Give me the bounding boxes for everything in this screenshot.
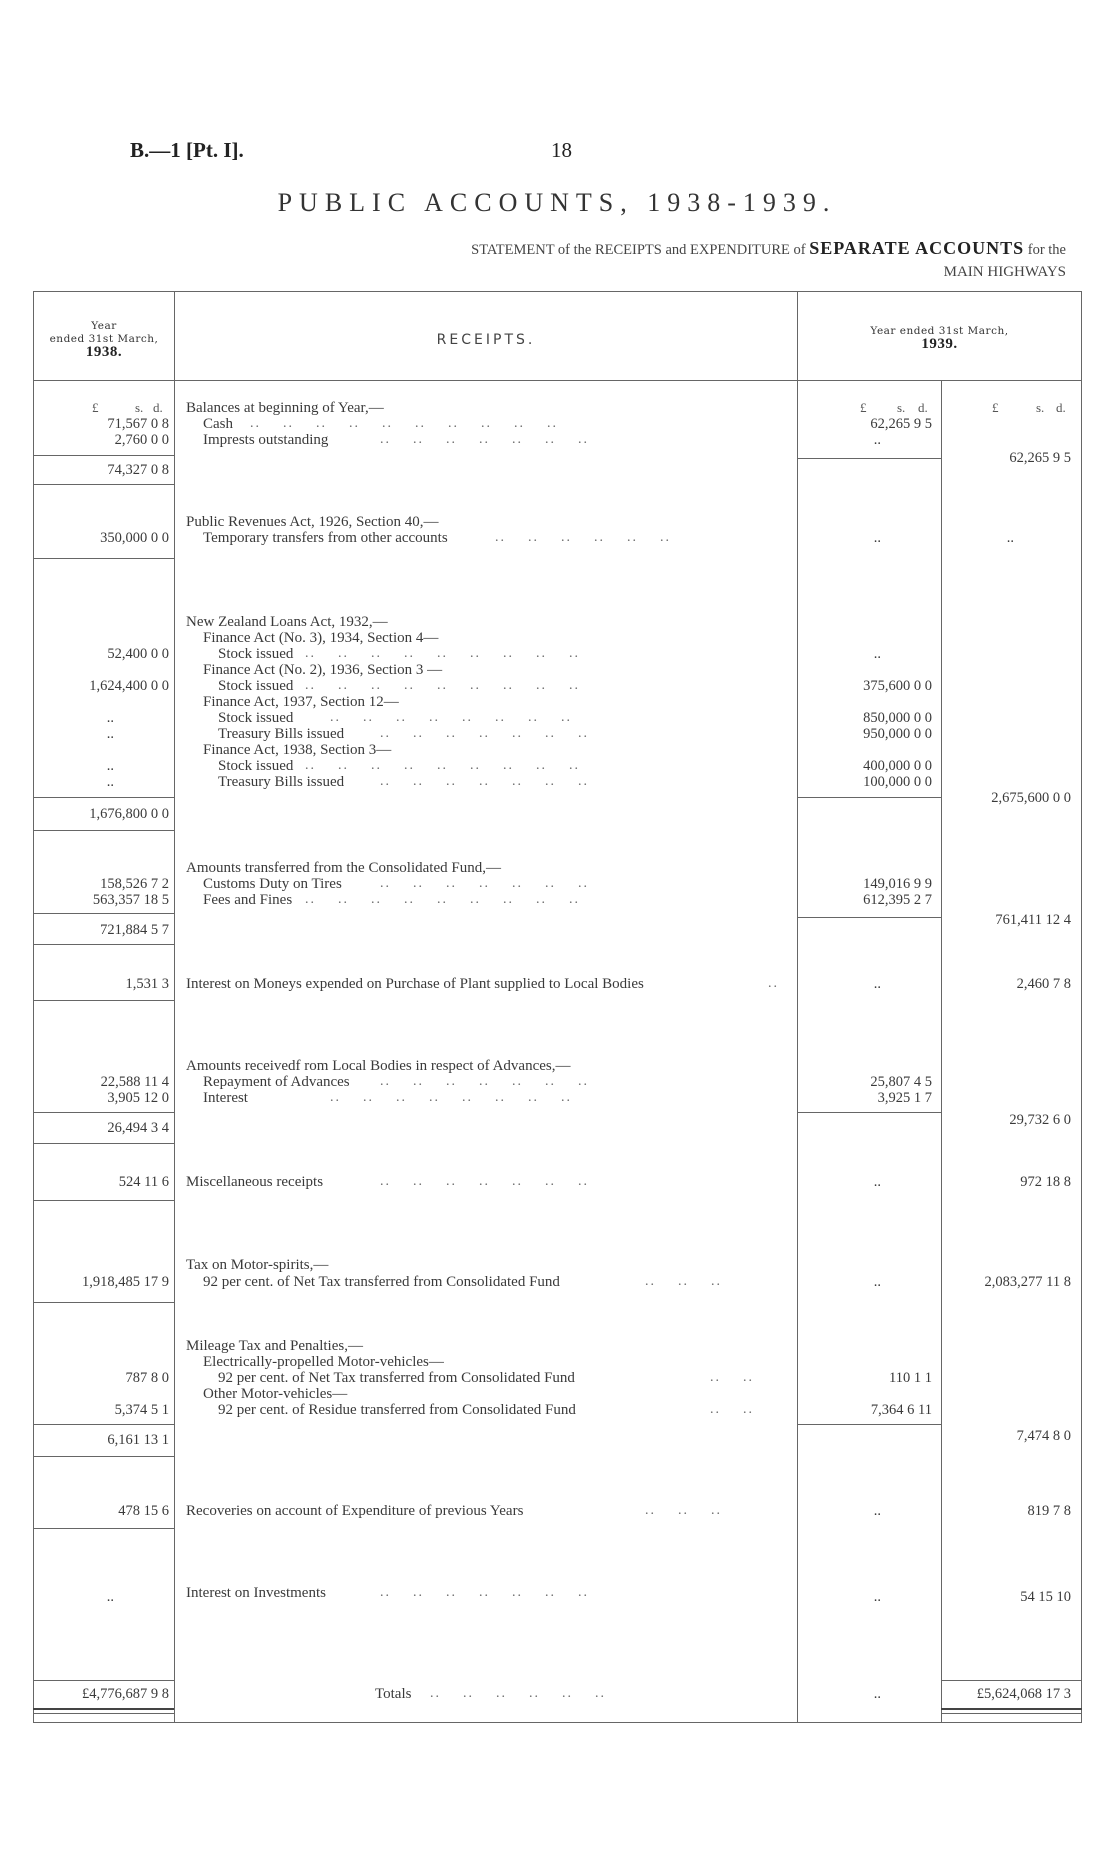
investments-label: Interest on Investments — [186, 1585, 326, 1601]
loans-sub2: Finance Act (No. 2), 1936, Section 3 — — [203, 662, 443, 678]
prev-loans-sub3-stock: .. — [106, 710, 114, 726]
prev-balances-total: 74,327 0 8 — [107, 462, 169, 478]
prev-loans-sub3-bills: .. — [106, 726, 114, 742]
curr-loans-sub3-bills: 950,000 0 0 — [863, 726, 932, 742]
leader-dots: .. — [768, 976, 779, 991]
motor-spirits-item: 92 per cent. of Net Tax transferred from Consolidated Fund — [203, 1274, 560, 1290]
curr-investments-item: .. — [873, 1589, 881, 1605]
leader-dots: .. .. — [710, 1402, 754, 1417]
prev-totals: £4,776,687 9 8 — [82, 1686, 169, 1702]
totals-top-rule — [33, 1680, 174, 1681]
mileage-sub2: Other Motor-vehicles— — [203, 1386, 348, 1402]
loans-heading: New Zealand Loans Act, 1932,— — [186, 614, 388, 630]
curr-loans-sub4-stock: 400,000 0 0 — [863, 758, 932, 774]
leader-dots: .. .. .. .. .. .. .. .. .. — [305, 646, 580, 661]
mileage-sub2-item: 92 per cent. of Residue transferred from Consolidated Fund — [218, 1402, 576, 1418]
interest-plant-label: Interest on Moneys expended on Purchase of Plant supplied to Local Bodies — [186, 976, 644, 992]
prev-misc: 524 11 6 — [118, 1174, 169, 1190]
leader-dots: .. .. .. .. .. .. .. — [380, 1585, 589, 1600]
totals-top-rule — [941, 1680, 1082, 1681]
curr-year-header — [798, 325, 1081, 352]
leader-dots: .. .. .. .. .. .. — [495, 530, 671, 545]
prev-mileage-sub2: 5,374 5 1 — [114, 1402, 169, 1418]
curr-mileage-sub1: 110 1 1 — [889, 1370, 932, 1386]
advances-interest-label: Interest — [203, 1090, 248, 1106]
table-top-rule — [33, 291, 1082, 292]
curr-loans-sub3-stock: 850,000 0 0 — [863, 710, 932, 726]
curr-balances-imprests: .. — [873, 432, 881, 448]
statement-prefix: STATEMENT of the RECEIPTS and EXPENDITURE of — [471, 242, 806, 258]
subtotal-rule — [798, 797, 941, 798]
section-rule — [33, 484, 174, 485]
curr-consolidated-customs: 149,016 9 9 — [863, 876, 932, 892]
subtotal-rule — [33, 797, 174, 798]
prev-loans-total: 1,676,800 0 0 — [89, 806, 169, 822]
total-d-unit: d. — [1056, 400, 1066, 415]
curr-year-line1: Year ended 31st March, — [870, 325, 1009, 337]
column-divider — [941, 380, 942, 1723]
curr-advances-total: 29,732 6 0 — [1009, 1112, 1071, 1128]
loans-sub2-stock: Stock issued — [218, 678, 294, 694]
table-right-border — [1081, 291, 1082, 1723]
prev-advances-interest: 3,905 12 0 — [107, 1090, 169, 1106]
leader-dots: .. .. — [710, 1370, 754, 1385]
curr-pound-unit: £ — [860, 400, 867, 415]
curr-motor-spirits-total: 2,083,277 11 8 — [984, 1274, 1071, 1290]
leader-dots: .. .. .. .. .. .. .. .. .. — [305, 892, 580, 907]
receipts-header: RECEIPTS. — [436, 332, 536, 348]
prev-loans-sub4-bills: .. — [106, 774, 114, 790]
prev-mileage-total: 6,161 13 1 — [107, 1432, 169, 1448]
statement-emphasis: SEPARATE ACCOUNTS — [809, 238, 1025, 258]
column-divider — [797, 291, 798, 1723]
curr-loans-sub1: .. — [873, 646, 881, 662]
prev-public-revenues: 350,000 0 0 — [100, 530, 169, 546]
mileage-sub1-item: 92 per cent. of Net Tax transferred from Consolidated Fund — [218, 1370, 575, 1386]
prev-motor-spirits: 1,918,485 17 9 — [82, 1274, 169, 1290]
curr-misc-total: 972 18 8 — [1020, 1174, 1071, 1190]
curr-loans-sub2: 375,600 0 0 — [863, 678, 932, 694]
prev-loans-sub2: 1,624,400 0 0 — [89, 678, 169, 694]
curr-mileage-total: 7,474 8 0 — [1016, 1428, 1071, 1444]
section-rule — [33, 1000, 174, 1001]
leader-dots: .. .. .. .. .. .. .. .. .. .. — [250, 416, 558, 431]
curr-public-revenues-total: .. — [1006, 530, 1014, 546]
leader-dots: .. .. .. — [645, 1503, 722, 1518]
prev-year-header — [34, 320, 174, 360]
leader-dots: .. .. .. .. .. .. .. .. .. — [305, 758, 580, 773]
curr-balances-total: 62,265 9 5 — [1009, 450, 1071, 466]
loans-sub1: Finance Act (No. 3), 1934, Section 4— — [203, 630, 439, 646]
balances-heading: Balances at beginning of Year,— — [186, 400, 384, 416]
prev-s-unit: s. — [135, 400, 144, 415]
curr-motor-spirits-item: .. — [873, 1274, 881, 1290]
total-s-unit: s. — [1036, 400, 1045, 415]
table-left-border — [33, 291, 34, 1723]
curr-mileage-sub2: 7,364 6 11 — [870, 1402, 932, 1418]
leader-dots: .. .. .. .. .. .. .. — [380, 726, 589, 741]
leader-dots: .. .. .. .. .. .. .. .. — [330, 710, 572, 725]
loans-sub3: Finance Act, 1937, Section 12— — [203, 694, 399, 710]
section-rule — [33, 1456, 174, 1457]
table-bottom-rule — [33, 1722, 1082, 1723]
advances-heading: Amounts receivedf rom Local Bodies in respect of Advances,— — [186, 1058, 571, 1074]
prev-balances-cash: 71,567 0 8 — [107, 416, 169, 432]
loans-sub4-bills: Treasury Bills issued — [218, 774, 345, 790]
curr-public-revenues-item: .. — [873, 530, 881, 546]
consolidated-fees-label: Fees and Fines — [203, 892, 293, 908]
curr-year-line2: 1939. — [921, 336, 958, 352]
leader-dots: .. .. .. .. .. .. .. — [380, 876, 589, 891]
advances-repayment-label: Repayment of Advances — [203, 1074, 350, 1090]
mileage-sub1: Electrically-propelled Motor-vehicles— — [203, 1354, 444, 1370]
prev-year-line1: Year — [91, 320, 117, 332]
page-title: PUBLIC ACCOUNTS, 1938-1939. — [277, 188, 837, 217]
leader-dots: .. .. .. .. .. .. .. — [380, 432, 589, 447]
prev-investments: .. — [106, 1589, 114, 1605]
leader-dots: .. .. .. .. .. .. .. .. — [330, 1090, 572, 1105]
balances-cash-label: Cash — [203, 416, 233, 432]
curr-advances-repayment: 25,807 4 5 — [870, 1074, 932, 1090]
prev-year-line3: 1938. — [85, 344, 123, 360]
recoveries-label: Recoveries on account of Expenditure of previous Years — [186, 1503, 524, 1519]
curr-advances-interest: 3,925 1 7 — [877, 1090, 932, 1106]
totals-double-rule — [941, 1713, 1082, 1714]
curr-loans-sub4-bills: 100,000 0 0 — [863, 774, 932, 790]
subtotal-rule — [798, 1424, 941, 1425]
section-rule — [33, 830, 174, 831]
totals-double-rule — [33, 1708, 174, 1710]
subtotal-rule — [33, 1424, 174, 1425]
public-revenues-item: Temporary transfers from other accounts — [203, 530, 448, 546]
prev-loans-sub4-stock: .. — [106, 758, 114, 774]
curr-consolidated-fees: 612,395 2 7 — [863, 892, 932, 908]
leader-dots: .. .. .. .. .. .. .. — [380, 774, 589, 789]
page-number: 18 — [551, 138, 572, 162]
section-rule — [33, 1302, 174, 1303]
mileage-heading: Mileage Tax and Penalties,— — [186, 1338, 363, 1354]
subtotal-rule — [33, 913, 174, 914]
subtotal-rule — [798, 1112, 941, 1113]
prev-consolidated-customs: 158,526 7 2 — [100, 876, 169, 892]
curr-s-unit: s. — [897, 400, 906, 415]
leader-dots: .. .. .. .. .. .. .. — [380, 1174, 589, 1189]
prev-mileage-sub1: 787 8 0 — [125, 1370, 169, 1386]
loans-sub4-stock: Stock issued — [218, 758, 294, 774]
totals-double-rule — [941, 1708, 1082, 1710]
prev-interest-plant: 1,531 3 — [125, 976, 169, 992]
public-revenues-heading: Public Revenues Act, 1926, Section 40,— — [186, 514, 439, 530]
curr-recoveries-item: .. — [873, 1503, 881, 1519]
curr-totals-item: .. — [873, 1686, 881, 1702]
section-rule — [33, 558, 174, 559]
subtotal-rule — [33, 1112, 174, 1113]
curr-investments-total: 54 15 10 — [1020, 1589, 1071, 1605]
prev-recoveries: 478 15 6 — [118, 1503, 169, 1519]
curr-recoveries-total: 819 7 8 — [1027, 1503, 1071, 1519]
prev-d-unit: d. — [153, 400, 163, 415]
curr-balances-cash: 62,265 9 5 — [870, 416, 932, 432]
document-reference: B.—1 [Pt. I]. — [130, 138, 244, 162]
motor-spirits-heading: Tax on Motor-spirits,— — [186, 1257, 329, 1273]
statement-heading — [471, 238, 1066, 259]
total-pound-unit: £ — [992, 400, 999, 415]
subtotal-rule — [798, 458, 941, 459]
prev-year-line2: ended 31st March, — [49, 333, 159, 345]
curr-d-unit: d. — [918, 400, 928, 415]
curr-loans-total: 2,675,600 0 0 — [991, 790, 1071, 806]
loans-sub1-stock: Stock issued — [218, 646, 294, 662]
prev-consolidated-total: 721,884 5 7 — [100, 922, 169, 938]
loans-sub3-bills: Treasury Bills issued — [218, 726, 345, 742]
subtotal-rule — [798, 917, 941, 918]
curr-totals-total: £5,624,068 17 3 — [976, 1686, 1071, 1702]
prev-advances-total: 26,494 3 4 — [107, 1120, 169, 1136]
misc-label: Miscellaneous receipts — [186, 1174, 324, 1190]
section-rule — [33, 1143, 174, 1144]
statement-subheading: MAIN HIGHWAYS — [943, 264, 1066, 280]
prev-consolidated-fees: 563,357 18 5 — [92, 892, 169, 908]
consolidated-customs-label: Customs Duty on Tires — [203, 876, 342, 892]
curr-misc-item: .. — [873, 1174, 881, 1190]
leader-dots: .. .. .. .. .. .. .. .. .. — [305, 678, 580, 693]
section-rule — [33, 1528, 174, 1529]
prev-advances-repayment: 22,588 11 4 — [100, 1074, 169, 1090]
consolidated-heading: Amounts transferred from the Consolidated Fund,— — [186, 860, 501, 876]
totals-label: Totals — [375, 1686, 412, 1702]
subtotal-rule — [33, 455, 174, 456]
leader-dots: .. .. .. .. .. .. — [430, 1686, 606, 1701]
prev-pound-unit: £ — [92, 400, 99, 415]
prev-balances-imprests: 2,760 0 0 — [114, 432, 169, 448]
totals-double-rule — [33, 1713, 174, 1714]
curr-interest-plant-total: 2,460 7 8 — [1016, 976, 1071, 992]
loans-sub4: Finance Act, 1938, Section 3— — [203, 742, 392, 758]
curr-interest-plant-item: .. — [873, 976, 881, 992]
curr-consolidated-total: 761,411 12 4 — [995, 912, 1071, 928]
header-bottom-rule — [33, 380, 1082, 381]
leader-dots: .. .. .. .. .. .. .. — [380, 1074, 589, 1089]
leader-dots: .. .. .. — [645, 1274, 722, 1289]
section-rule — [33, 944, 174, 945]
section-rule — [33, 1200, 174, 1201]
column-divider — [174, 291, 175, 1723]
balances-imprests-label: Imprests outstanding — [203, 432, 329, 448]
loans-sub3-stock: Stock issued — [218, 710, 294, 726]
prev-loans-sub1: 52,400 0 0 — [107, 646, 169, 662]
statement-suffix: for the — [1027, 242, 1066, 258]
